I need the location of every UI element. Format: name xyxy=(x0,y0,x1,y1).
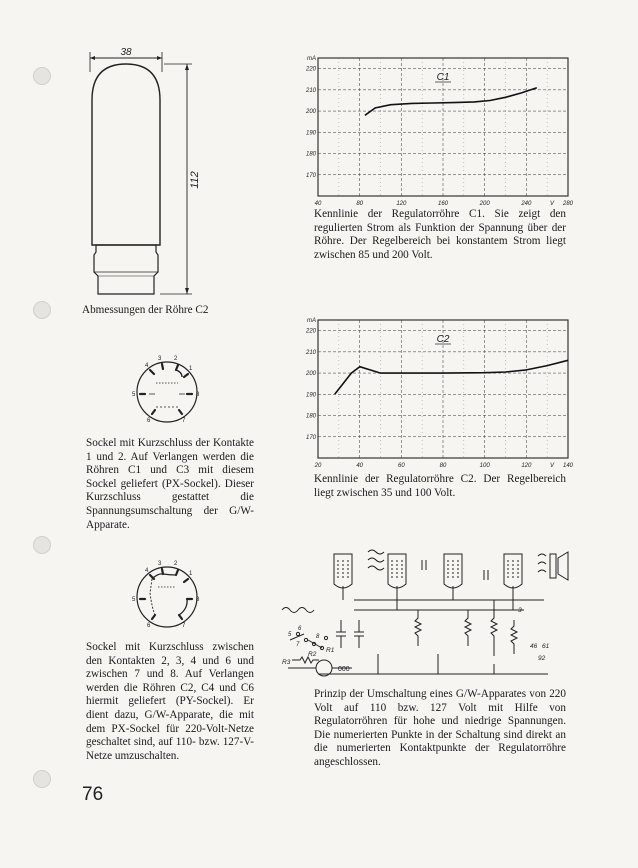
y-tick-label: 170 xyxy=(305,172,316,179)
x-tick-label: 80 xyxy=(356,201,364,207)
x-tick-label: 280 xyxy=(562,201,574,207)
y-tick-label: 180 xyxy=(305,151,316,158)
circuit-label-000: 000 xyxy=(338,666,350,673)
x-tick-label: 200 xyxy=(479,201,490,207)
x-tick-label: 100 xyxy=(479,463,490,469)
binder-hole-4 xyxy=(33,770,51,788)
tube-symbol-1 xyxy=(334,554,352,588)
x-tick-label: 80 xyxy=(439,463,447,469)
x-tick-label: 120 xyxy=(396,201,407,207)
circuit-diagram xyxy=(268,540,578,682)
tube-height-label: 112 xyxy=(189,171,201,189)
circuit-label-5: 5 xyxy=(288,632,292,638)
circuit-label-46: 46 xyxy=(530,643,538,650)
y-tick-label: 190 xyxy=(305,130,316,137)
socket1-caption: Sockel mit Kurzschluss der Kontakte 1 und 2. Auf Verlangen werden die Röhren C1 und C3 mit diesem Sockel geliefert (PX-Sockel). Dieser Kurzschluss gestattet die Spannungsumschaltung der G/W-Apparate. xyxy=(86,437,254,531)
socket2-pin-4: 4 xyxy=(145,568,149,574)
chart-c2-caption: Kennlinie der Regulatorröhre C2. Der Regelbereich liegt zwischen 35 und 100 Volt. xyxy=(314,473,566,499)
socket1-pin-7: 7 xyxy=(182,418,186,424)
socket1-pin-2: 2 xyxy=(174,356,178,362)
y-tick-label: 210 xyxy=(305,87,316,94)
chart-c2 xyxy=(300,312,580,467)
binder-hole-2 xyxy=(33,301,51,319)
socket2-pin-3: 3 xyxy=(158,561,162,567)
y-tick-label: 190 xyxy=(305,392,316,399)
circuit-label-r2: R2 xyxy=(308,651,317,658)
circuit-label-7: 7 xyxy=(296,642,300,648)
y-tick-label: 180 xyxy=(305,413,316,420)
binder-hole-1 xyxy=(33,67,51,85)
series-label-c1: C1 xyxy=(436,72,450,83)
socket2-pin-7: 7 xyxy=(182,623,186,629)
x-tick-label: 40 xyxy=(314,201,322,207)
tube-caption: Abmessungen der Röhre C2 xyxy=(82,304,209,316)
tube-width-label: 38 xyxy=(120,47,132,58)
tube-symbol-2 xyxy=(388,554,406,588)
x-tick-label: 240 xyxy=(521,201,532,207)
x-tick-label: 140 xyxy=(562,463,574,469)
x-unit-label: V xyxy=(549,463,555,469)
x-tick-label: 60 xyxy=(397,463,405,469)
socket2-pin-6: 6 xyxy=(147,623,151,629)
circuit-label-92: 92 xyxy=(538,655,546,662)
series-line-c2 xyxy=(335,360,568,394)
socket1-pin-1: 1 xyxy=(189,366,193,372)
socket1-pin-8: 8 xyxy=(196,392,200,398)
y-tick-label: 200 xyxy=(305,371,316,378)
y-tick-label: 200 xyxy=(305,109,316,116)
y-unit-label: mA xyxy=(307,56,316,62)
tube-dimension-drawing xyxy=(80,40,210,302)
series-label-c2: C2 xyxy=(436,334,450,345)
chart-c1 xyxy=(300,50,580,205)
circuit-label-r3: R3 xyxy=(282,659,291,666)
socket-diagram-1 xyxy=(122,350,212,425)
socket2-pin-2: 2 xyxy=(174,561,178,567)
chart-c1-caption: Kennlinie der Regulatorröhre C1. Sie zeigt den regulierten Strom als Funktion der Spannung über der Röhre. Der Regelbereich bei konstantem Strom liegt zwischen 85 und 200 Volt. xyxy=(314,208,566,261)
socket-diagram-2 xyxy=(122,553,212,628)
y-tick-label: 220 xyxy=(305,66,316,73)
circuit-label-6: 6 xyxy=(298,626,302,632)
socket1-pin-4: 4 xyxy=(145,363,149,369)
tube-symbol-4 xyxy=(504,554,522,588)
socket1-pin-5: 5 xyxy=(132,392,136,398)
y-tick-label: 170 xyxy=(305,434,316,441)
x-tick-label: 120 xyxy=(521,463,532,469)
circuit-label-61: 61 xyxy=(542,643,550,650)
x-unit-label: V xyxy=(549,201,555,207)
circuit-caption: Prinzip der Umschaltung eines G/W-Apparates von 220 Volt auf 110 bzw. 127 Volt mit Hilfe von Regulatorröhren für hohe und niedrige Spannungen. Die numerierten Punkte in der Schaltung sind direkt an die numerierten Kontaktpunkte der Regulatorröhre angeschlossen. xyxy=(314,688,566,768)
tube-symbol-3 xyxy=(444,554,462,588)
x-tick-label: 20 xyxy=(314,463,322,469)
y-tick-label: 210 xyxy=(305,349,316,356)
x-tick-label: 40 xyxy=(356,463,364,469)
socket2-pin-1: 1 xyxy=(189,571,193,577)
socket2-caption: Sockel mit Kurzschluss zwischen den Kontakten 2, 3, 4 und 6 und zwischen 7 und 8. Auf Verlangen werden die Röhren C2, C4 und C6 hiermit geliefert (PY-Sockel). Er dient dazu, G/W-Apparate, die mit dem PX-Sockel für 220-Volt-Netze geschaltet sind, auf 110- bzw. 127-V-Netze umzuschalten. xyxy=(86,641,254,762)
socket1-pin-6: 6 xyxy=(147,418,151,424)
x-tick-label: 160 xyxy=(437,201,449,207)
binder-hole-3 xyxy=(33,536,51,554)
socket2-pin-5: 5 xyxy=(132,597,136,603)
socket1-pin-3: 3 xyxy=(158,356,162,362)
circuit-label-8: 8 xyxy=(316,634,320,640)
socket2-pin-8: 8 xyxy=(196,597,200,603)
y-unit-label: mA xyxy=(307,318,316,324)
circuit-label-3: 3 xyxy=(518,607,522,614)
y-tick-label: 220 xyxy=(305,328,316,335)
circuit-label-r1: R1 xyxy=(326,647,335,654)
page-number: 76 xyxy=(82,784,104,805)
